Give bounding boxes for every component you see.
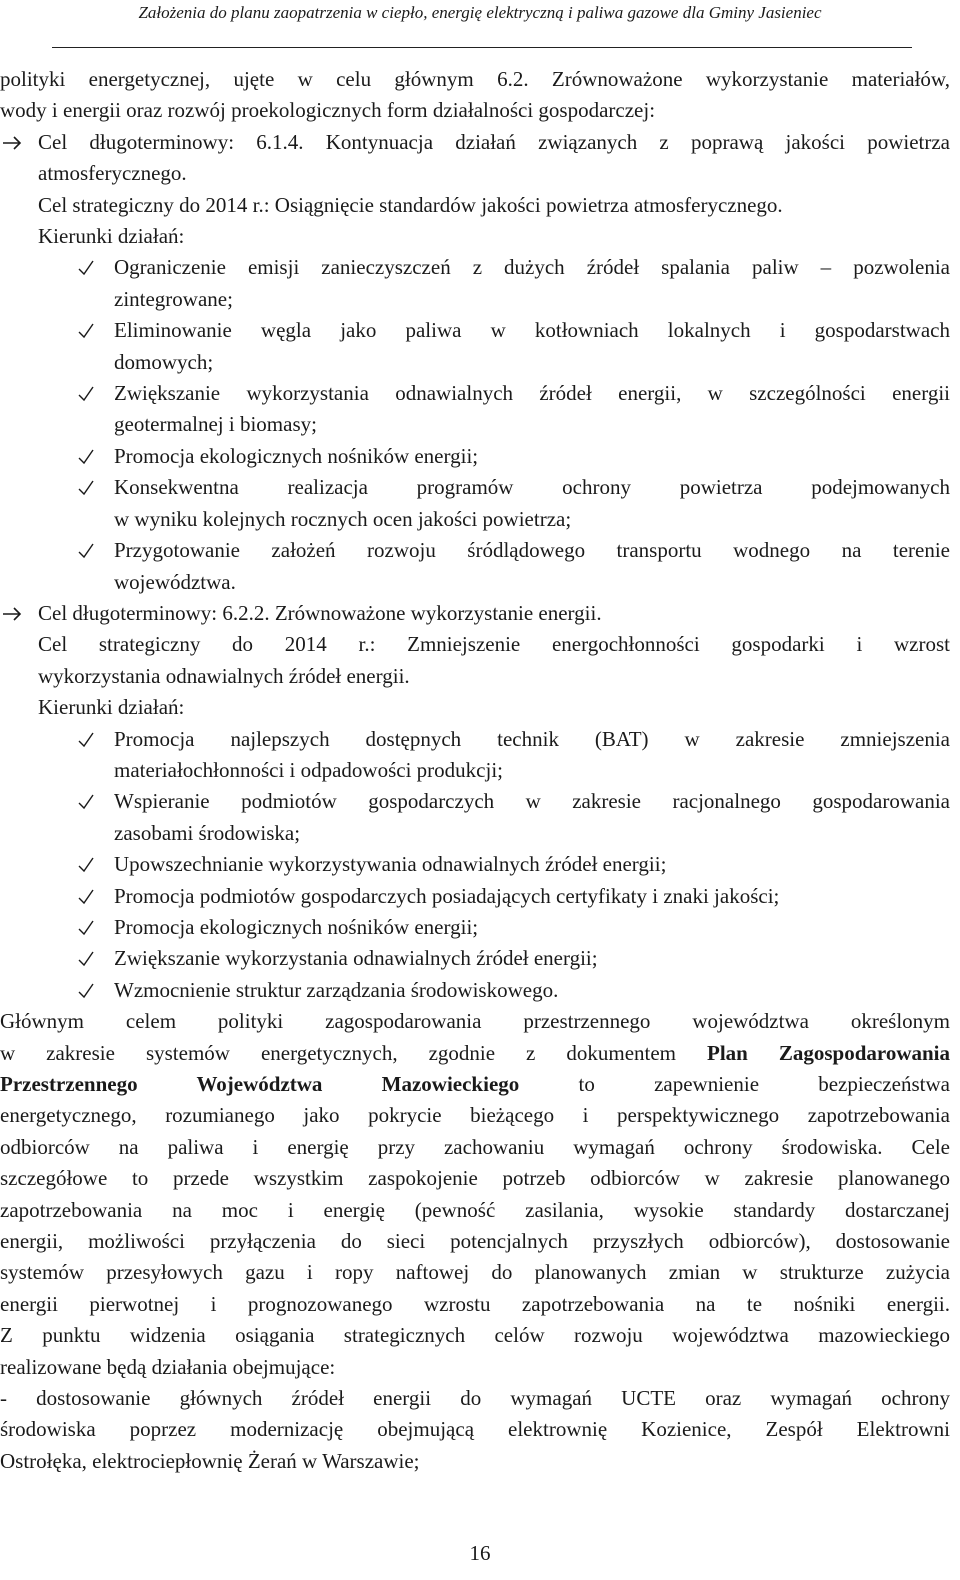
list-item-line-2: zasobami środowiska; xyxy=(114,820,301,845)
document-title-part-2: Przestrzennego Województwa Mazowieckiego xyxy=(0,1072,520,1096)
list-item xyxy=(0,378,950,441)
paragraph-line xyxy=(0,1038,950,1069)
list-item xyxy=(0,535,950,598)
paragraph-line: Ostrołęka, elektrociepłownię Żerań w Warszawie; xyxy=(0,1448,420,1473)
goal2-directions-label: Kierunki działań: xyxy=(38,695,185,720)
list-item xyxy=(0,975,950,1006)
header-title: Założenia do planu zaopatrzenia w ciepło, energię elektryczną i paliwa gazowe dla Gminy Jasieniec xyxy=(138,3,822,22)
document-body xyxy=(0,64,950,1477)
paragraph-line: realizowane będą działania obejmujące: xyxy=(0,1354,336,1379)
paragraph-line: środowiska poprzez modernizację obejmującą elektrownię Kozienice, Zespół Elektrowni xyxy=(0,1417,950,1442)
paragraph-line: energetycznego, rozumianego jako pokrycie bieżącego i perspektywicznego zapotrzebowania xyxy=(0,1103,950,1128)
list-item-line-1: Ograniczenie emisji zanieczyszczeń z dużych źródeł spalania paliw – pozwolenia xyxy=(114,255,950,280)
paragraph-line: - dostosowanie głównych źródeł energii do wymagań UCTE oraz wymagań ochrony xyxy=(0,1386,950,1411)
goal1-directions-label: Kierunki działań: xyxy=(38,224,185,249)
list-item-line-1: Konsekwentna realizacja programów ochrony powietrza podejmowanych xyxy=(114,475,950,500)
goal2-directions-list xyxy=(0,724,950,1007)
goal2-strategic-line-2: wykorzystania odnawialnych źródeł energii. xyxy=(38,663,410,688)
checkmark-icon xyxy=(76,975,96,1006)
paragraph-line: Głównym celem polityki zagospodarowania przestrzennego województwa określonym xyxy=(0,1009,950,1034)
paragraph-text: to zapewnienie bezpieczeństwa xyxy=(519,1072,950,1096)
paragraph-line: systemów przesyłowych gazu i ropy naftowej do planowanych zmian w strukturze zużycia xyxy=(0,1260,950,1285)
arrow-right-icon xyxy=(0,598,24,629)
goal1-directions-list xyxy=(0,252,950,597)
list-item-line-1: Zwiększanie wykorzystania odnawialnych źródeł energii; xyxy=(114,946,598,971)
list-item-line-1: Wzmocnienie struktur zarządzania środowiskowego. xyxy=(114,977,559,1002)
header-rule xyxy=(52,47,912,48)
list-item xyxy=(0,252,950,315)
goal1-long-term-line-2: atmosferycznego. xyxy=(38,161,187,186)
arrow-right-icon xyxy=(0,127,24,158)
page-header xyxy=(0,0,960,52)
checkmark-icon xyxy=(76,378,96,409)
checkmark-icon xyxy=(76,786,96,817)
list-item xyxy=(0,315,950,378)
checkmark-icon xyxy=(76,535,96,566)
list-item xyxy=(0,912,950,943)
paragraph-line: energii pierwotnej i prognozowanego wzrostu zapotrzebowania na te nośniki energii. xyxy=(0,1291,950,1316)
list-item xyxy=(0,786,950,849)
goal2-long-term xyxy=(0,598,950,629)
checkmark-icon xyxy=(76,881,96,912)
list-item-line-1: Promocja ekologicznych nośników energii; xyxy=(114,914,479,939)
checkmark-icon xyxy=(76,724,96,755)
list-item-line-2: województwa. xyxy=(114,569,236,594)
checkmark-icon xyxy=(76,315,96,346)
list-item-line-2: w wyniku kolejnych rocznych ocen jakości powietrza; xyxy=(114,506,572,531)
paragraph-line: energii, możliwości przyłączenia do sieci potencjalnych przyszłych odbiorców), dostosowanie xyxy=(0,1229,950,1254)
intro-line-2: wody i energii oraz rozwój proekologicznych form działalności gospodarczej: xyxy=(0,98,656,123)
list-item xyxy=(0,472,950,535)
list-item xyxy=(0,849,950,880)
paragraph-line: Z punktu widzenia osiągania strategicznych celów rozwoju województwa mazowieckiego xyxy=(0,1323,950,1348)
checkmark-icon xyxy=(76,472,96,503)
goal2-strategic-line-1: Cel strategiczny do 2014 r.: Zmniejszenie energochłonności gospodarki i wzrost xyxy=(38,632,950,657)
checkmark-icon xyxy=(76,912,96,943)
paragraph-line: zapotrzebowania na moc i energię (pewność zasilania, wysokie standardy dostarczanej xyxy=(0,1197,950,1222)
list-item-line-1: Upowszechnianie wykorzystywania odnawialnych źródeł energii; xyxy=(114,852,667,877)
list-item-line-1: Zwiększanie wykorzystania odnawialnych źródeł energii, w szczególności energii xyxy=(114,381,950,406)
main-paragraph xyxy=(0,1006,950,1477)
list-item xyxy=(0,724,950,787)
intro-line-1: polityki energetycznej, ujęte w celu głównym 6.2. Zrównoważone wykorzystanie materiałów, xyxy=(0,67,950,91)
checkmark-icon xyxy=(76,441,96,472)
checkmark-icon xyxy=(76,943,96,974)
list-item xyxy=(0,441,950,472)
goal1-long-term xyxy=(0,127,950,190)
list-item-line-2: materiałochłonności i odpadowości produkcji; xyxy=(114,757,503,782)
goal1-long-term-line-1: Cel długoterminowy: 6.1.4. Kontynuacja działań związanych z poprawą jakości powietrza xyxy=(38,129,950,154)
checkmark-icon xyxy=(76,252,96,283)
list-item xyxy=(0,943,950,974)
list-item-line-1: Eliminowanie węgla jako paliwa w kotłowniach lokalnych i gospodarstwach xyxy=(114,318,950,343)
goal1-strategic: Cel strategiczny do 2014 r.: Osiągnięcie standardów jakości powietrza atmosferycznego. xyxy=(38,192,783,217)
paragraph-line: szczegółowe to przede wszystkim zaspokojenie potrzeb odbiorców w zakresie planowanego xyxy=(0,1166,950,1191)
list-item-line-2: zintegrowane; xyxy=(114,286,233,311)
document-title-part-1: Plan Zagospodarowania xyxy=(707,1040,950,1065)
list-item-line-1: Przygotowanie założeń rozwoju śródlądowego transportu wodnego na terenie xyxy=(114,538,950,563)
list-item-line-1: Promocja ekologicznych nośników energii; xyxy=(114,443,479,468)
goal2-long-term-line: Cel długoterminowy: 6.2.2. Zrównoważone wykorzystanie energii. xyxy=(38,600,602,625)
list-item-line-2: domowych; xyxy=(114,349,214,374)
paragraph-line xyxy=(0,1069,950,1100)
list-item xyxy=(0,881,950,912)
list-item-line-1: Promocja najlepszych dostępnych technik (BAT) w zakresie zmniejszenia xyxy=(114,726,950,751)
checkmark-icon xyxy=(76,849,96,880)
page-number: 16 xyxy=(469,1541,491,1565)
list-item-line-2: geotermalnej i biomasy; xyxy=(114,412,317,437)
list-item-line-1: Wspieranie podmiotów gospodarczych w zakresie racjonalnego gospodarowania xyxy=(114,789,950,814)
list-item-line-1: Promocja podmiotów gospodarczych posiadających certyfikaty i znaki jakości; xyxy=(114,883,780,908)
paragraph-text: w zakresie systemów energetycznych, zgodnie z dokumentem xyxy=(0,1040,707,1065)
paragraph-line: odbiorców na paliwa i energię przy zachowaniu wymagań ochrony środowiska. Cele xyxy=(0,1134,950,1159)
